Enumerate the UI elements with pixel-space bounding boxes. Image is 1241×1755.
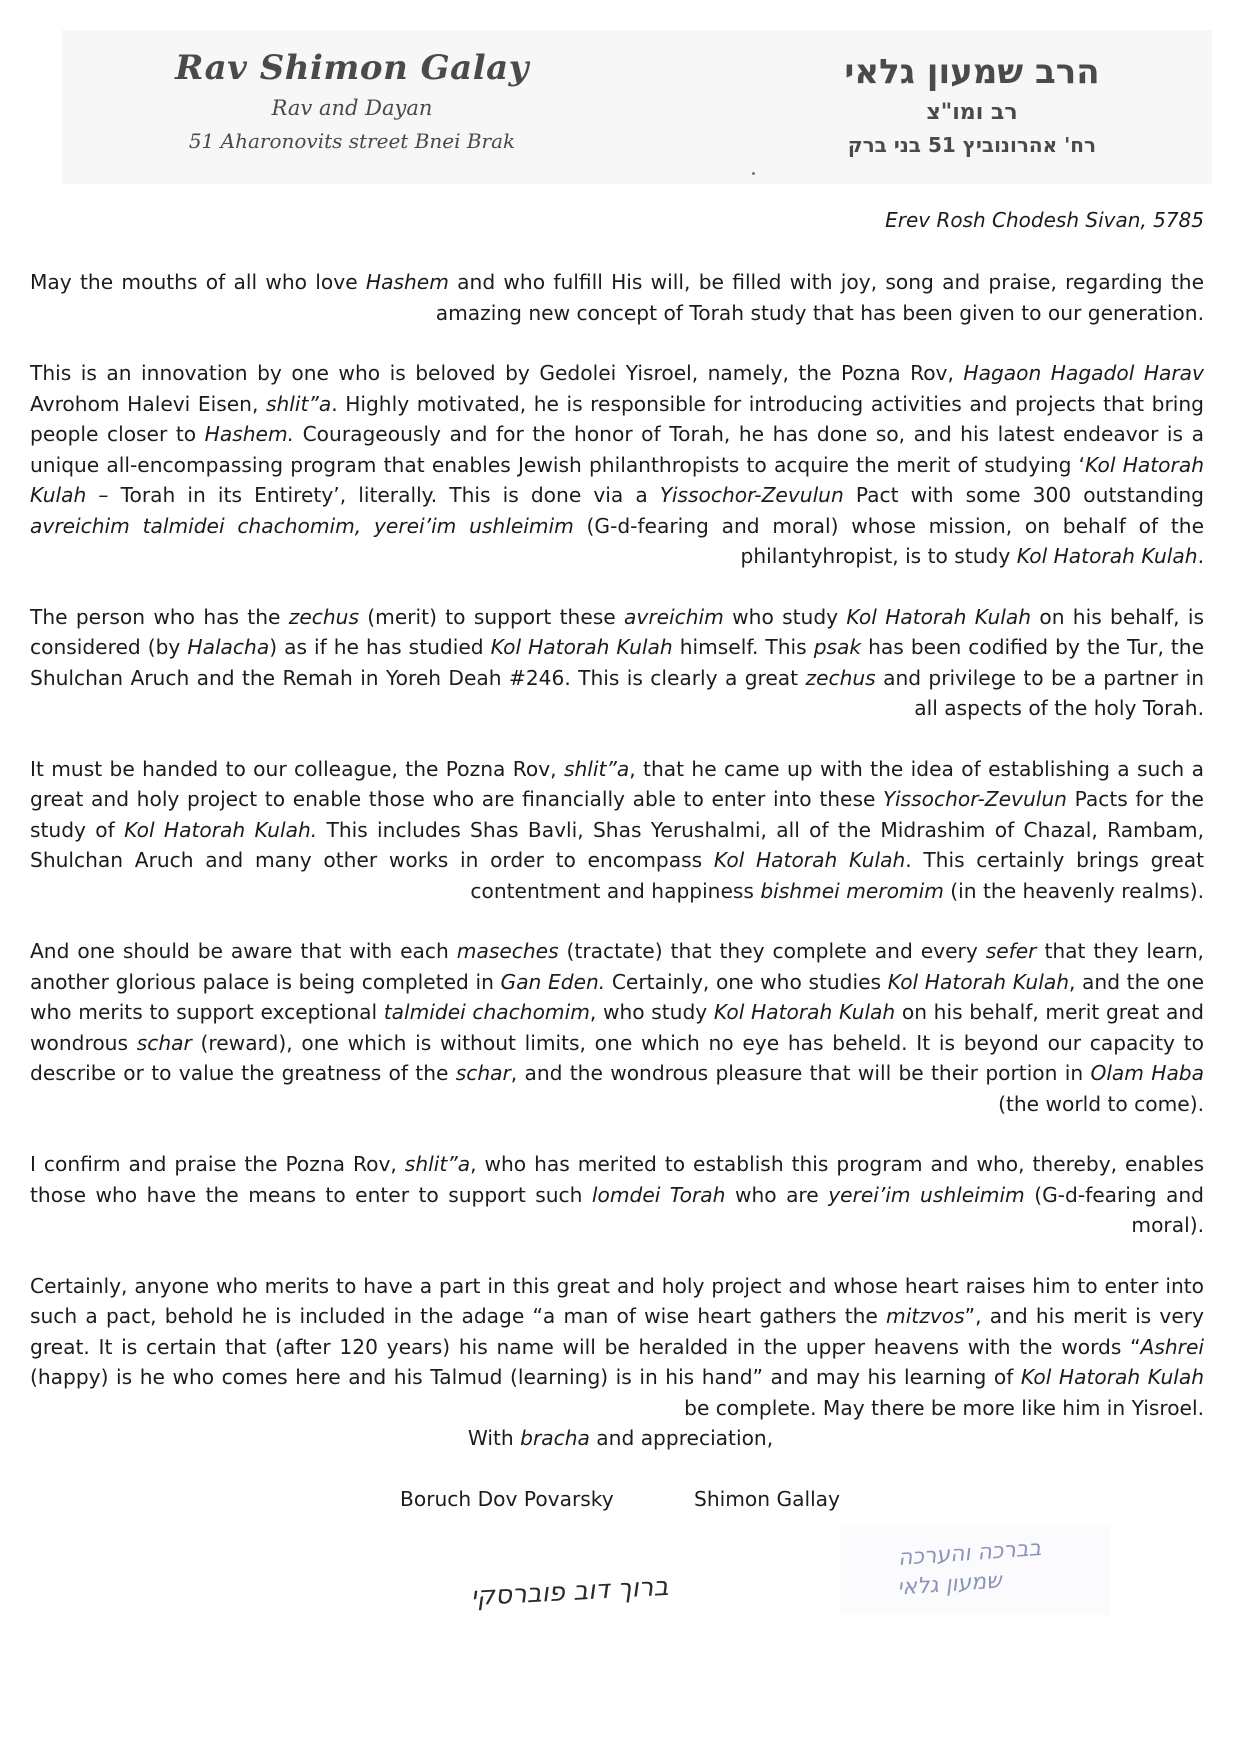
italic-term: sefer bbox=[985, 939, 1037, 963]
italic-term: Ashrei bbox=[1140, 1334, 1204, 1359]
italic-term: schar bbox=[136, 1030, 192, 1055]
italic-term: Gan Eden. bbox=[500, 969, 606, 994]
signature-povarsky-text: ברוך דוב פוברסקי bbox=[470, 1571, 670, 1613]
italic-term: Kol Hatorah Kulah bbox=[30, 452, 1204, 507]
italic-term: lomdei Torah bbox=[591, 1182, 726, 1207]
text-run: This includes Shas Bavli, Shas Yerushalmi, all of the Midrashim of Chazal, Rambam, Shulchan Aruch and many other works in order to encompass bbox=[30, 817, 1205, 872]
italic-term: Yissochor-Zevulun bbox=[659, 483, 844, 507]
text-run: , who has merited to establish this program and who, thereby, enables those who have the means to enter to support such bbox=[30, 1152, 1204, 1207]
letterhead-address-he: רח' אהרונוביץ 51 בני ברק bbox=[847, 133, 1097, 157]
signer-name-gallay: Shimon Gallay bbox=[694, 1487, 840, 1511]
body-paragraph bbox=[30, 602, 1204, 724]
text-run: , that he came up with the idea of establishing a such a great and holy project to enable those who are financially able to enter into these bbox=[30, 756, 1204, 811]
letterhead-hebrew bbox=[792, 52, 1152, 157]
text-run: (merit) to support these bbox=[358, 604, 625, 629]
letterhead bbox=[62, 30, 1212, 184]
text-run: ”, and his merit is very great. It is certain that (after 120 years) his name will be heralded in the upper heavens with the words “ bbox=[30, 1304, 1204, 1359]
italic-term: mitzvos bbox=[886, 1304, 965, 1328]
letter-date: Erev Rosh Chodesh Sivan, 5785 bbox=[885, 208, 1204, 232]
text-run: Certainly, anyone who merits to have a part in this great and holy project and whose heart raises him to enter into such a pact, behold he is included in the adage “a man of wise heart gathers the bbox=[30, 1273, 1204, 1328]
text-run: It must be handed to our colleague, the Pozna Rov, bbox=[30, 756, 564, 781]
text-run: May the mouths of all who love bbox=[30, 270, 366, 294]
text-run: , and the one who merits to support exceptional bbox=[30, 969, 1205, 1024]
text-run: , and the wondrous pleasure that will be their portion in bbox=[510, 1061, 1091, 1085]
text-run: Courageously and for the honor of Torah, he has done so, and his latest endeavor is a unique all-encompassing program that enables Jewish philanthropists to acquire the merit of studying ‘ bbox=[30, 422, 1204, 477]
italic-term: Hagaon Hagadol Harav bbox=[963, 361, 1204, 385]
italic-term: maseches bbox=[456, 939, 559, 963]
body-paragraph bbox=[30, 1271, 1204, 1424]
text-run: who are bbox=[725, 1182, 829, 1207]
italic-term: avreichim bbox=[624, 604, 724, 629]
italic-term: Halacha bbox=[187, 635, 270, 659]
italic-term: zechus bbox=[805, 665, 876, 690]
italic-term: psak bbox=[813, 635, 862, 659]
text-run: . This certainly brings great contentment and happiness bbox=[470, 848, 1204, 903]
italic-term: Kol Hatorah Kulah bbox=[713, 848, 906, 872]
body-paragraph bbox=[30, 1149, 1204, 1241]
text-run: has been codified by the Tur, the Shulchan Aruch and the Remah in Yoreh Deah #246. This is clearly a great bbox=[30, 635, 1205, 690]
letterhead-address-en: 51 Aharonovits street Bnei Brak bbox=[188, 129, 516, 153]
letterhead-name-en: Rav Shimon Galay bbox=[175, 48, 529, 88]
closing-after: and appreciation, bbox=[589, 1426, 774, 1450]
text-run: Certainly, one who studies bbox=[605, 969, 888, 994]
text-run: I confirm and praise the Pozna Rov, bbox=[30, 1152, 405, 1176]
italic-term: zechus bbox=[288, 604, 359, 629]
text-run: and privilege to be a partner in all aspects of the holy Torah. bbox=[875, 665, 1204, 720]
italic-term: bishmei meromim bbox=[760, 878, 944, 903]
text-run: (G-d-fearing and moral) whose mission, on behalf of the philantyhropist, is to study bbox=[573, 513, 1204, 568]
text-run: Avrohom Halevi Eisen, bbox=[30, 391, 266, 416]
text-run: , who study bbox=[589, 1000, 714, 1024]
italic-term: Olam Haba bbox=[1090, 1061, 1204, 1085]
body-paragraph bbox=[30, 267, 1204, 328]
text-run: on his behalf, merit great and wondrous bbox=[30, 1000, 1204, 1055]
italic-term: Kol Hatorah Kulah. bbox=[124, 817, 318, 842]
text-run: – Torah in its Entirety’, literally. This is done via a bbox=[86, 483, 660, 507]
text-run: on his behalf, is considered (by bbox=[30, 604, 1204, 659]
text-run: (the world to come). bbox=[998, 1091, 1204, 1116]
italic-term: shlit”a bbox=[265, 391, 332, 416]
italic-term: yerei’im ushleimim bbox=[828, 1182, 1025, 1207]
text-run: . Highly motivated, he is responsible for introducing activities and projects that bring people closer to bbox=[30, 391, 1204, 446]
text-run: ) as if he has studied bbox=[269, 635, 491, 659]
italic-term: Hashem. bbox=[204, 422, 295, 446]
signature-povarsky bbox=[405, 1555, 735, 1635]
text-run: and who fulfill His will, be filled with joy, song and praise, regarding the amazing new concept of Torah study that has been given to our generation. bbox=[435, 270, 1204, 325]
italic-term: Yissochor-Zevulun bbox=[883, 787, 1067, 811]
text-run: himself. This bbox=[672, 635, 814, 659]
letterhead-dot bbox=[752, 172, 755, 175]
text-run: that they learn, another glorious palace is being completed in bbox=[30, 939, 1204, 994]
letterhead-english bbox=[132, 48, 572, 153]
letterhead-name-he: הרב שמעון גלאי bbox=[844, 52, 1100, 92]
signer-name-povarsky: Boruch Dov Povarsky bbox=[400, 1487, 614, 1511]
body-paragraph bbox=[30, 936, 1204, 1119]
italic-term: shlit”a bbox=[404, 1152, 471, 1176]
italic-term: Kol Hatorah Kulah bbox=[713, 1000, 896, 1024]
italic-term: Kol Hatorah Kulah bbox=[490, 635, 673, 659]
text-run: be complete. May there be more like him in Yisroel. bbox=[684, 1395, 1204, 1420]
text-run: (tractate) that they complete and every bbox=[558, 939, 986, 963]
italic-term: Kol Hatorah Kulah bbox=[846, 604, 1032, 629]
text-run: (G-d-fearing and moral). bbox=[1024, 1182, 1204, 1237]
body-paragraph bbox=[30, 754, 1204, 907]
letter-body bbox=[30, 267, 1204, 1453]
signature-gallay bbox=[840, 1525, 1110, 1615]
closing-italic: bracha bbox=[520, 1426, 590, 1450]
body-paragraph bbox=[30, 358, 1204, 572]
text-run: . bbox=[1197, 544, 1204, 568]
letterhead-title-he: רב ומו"צ bbox=[926, 100, 1018, 125]
text-run: This is an innovation by one who is beloved by Gedolei Yisroel, namely, the Pozna Rov, bbox=[30, 361, 964, 385]
text-run: The person who has the bbox=[30, 604, 289, 629]
text-run: (happy) is he who comes here and his Talmud (learning) is in his hand” and may his learning of bbox=[30, 1365, 1021, 1389]
italic-term: shlit”a bbox=[563, 756, 630, 781]
italic-term: Hashem bbox=[365, 270, 449, 294]
text-run: (reward), one which is without limits, one which no eye has beheld. It is beyond our capacity to describe or to value the greatness of the bbox=[30, 1030, 1204, 1085]
text-run: Pact with some 300 outstanding bbox=[843, 483, 1204, 507]
italic-term: schar bbox=[455, 1061, 511, 1085]
text-run: who study bbox=[723, 604, 847, 629]
italic-term: Kol Hatorah Kulah bbox=[1020, 1365, 1205, 1389]
signature-gallay-line1: בברכה והערכה bbox=[897, 1536, 1042, 1571]
text-run: (in the heavenly realms). bbox=[943, 878, 1204, 903]
text-run: And one should be aware that with each bbox=[30, 939, 457, 963]
closing-before: With bbox=[467, 1426, 521, 1450]
italic-term: avreichim talmidei chachomim, yerei’im ushleimim bbox=[30, 513, 574, 538]
text-run: Pacts for the study of bbox=[30, 787, 1204, 842]
italic-term: Kol Hatorah Kulah bbox=[887, 969, 1069, 994]
letterhead-title-en: Rav and Dayan bbox=[271, 96, 433, 120]
signature-gallay-line2: שמעון גלאי bbox=[896, 1568, 1003, 1601]
closing-line bbox=[0, 1426, 1241, 1450]
italic-term: talmidei chachomim bbox=[383, 1000, 590, 1024]
italic-term: Kol Hatorah Kulah bbox=[1016, 544, 1198, 568]
